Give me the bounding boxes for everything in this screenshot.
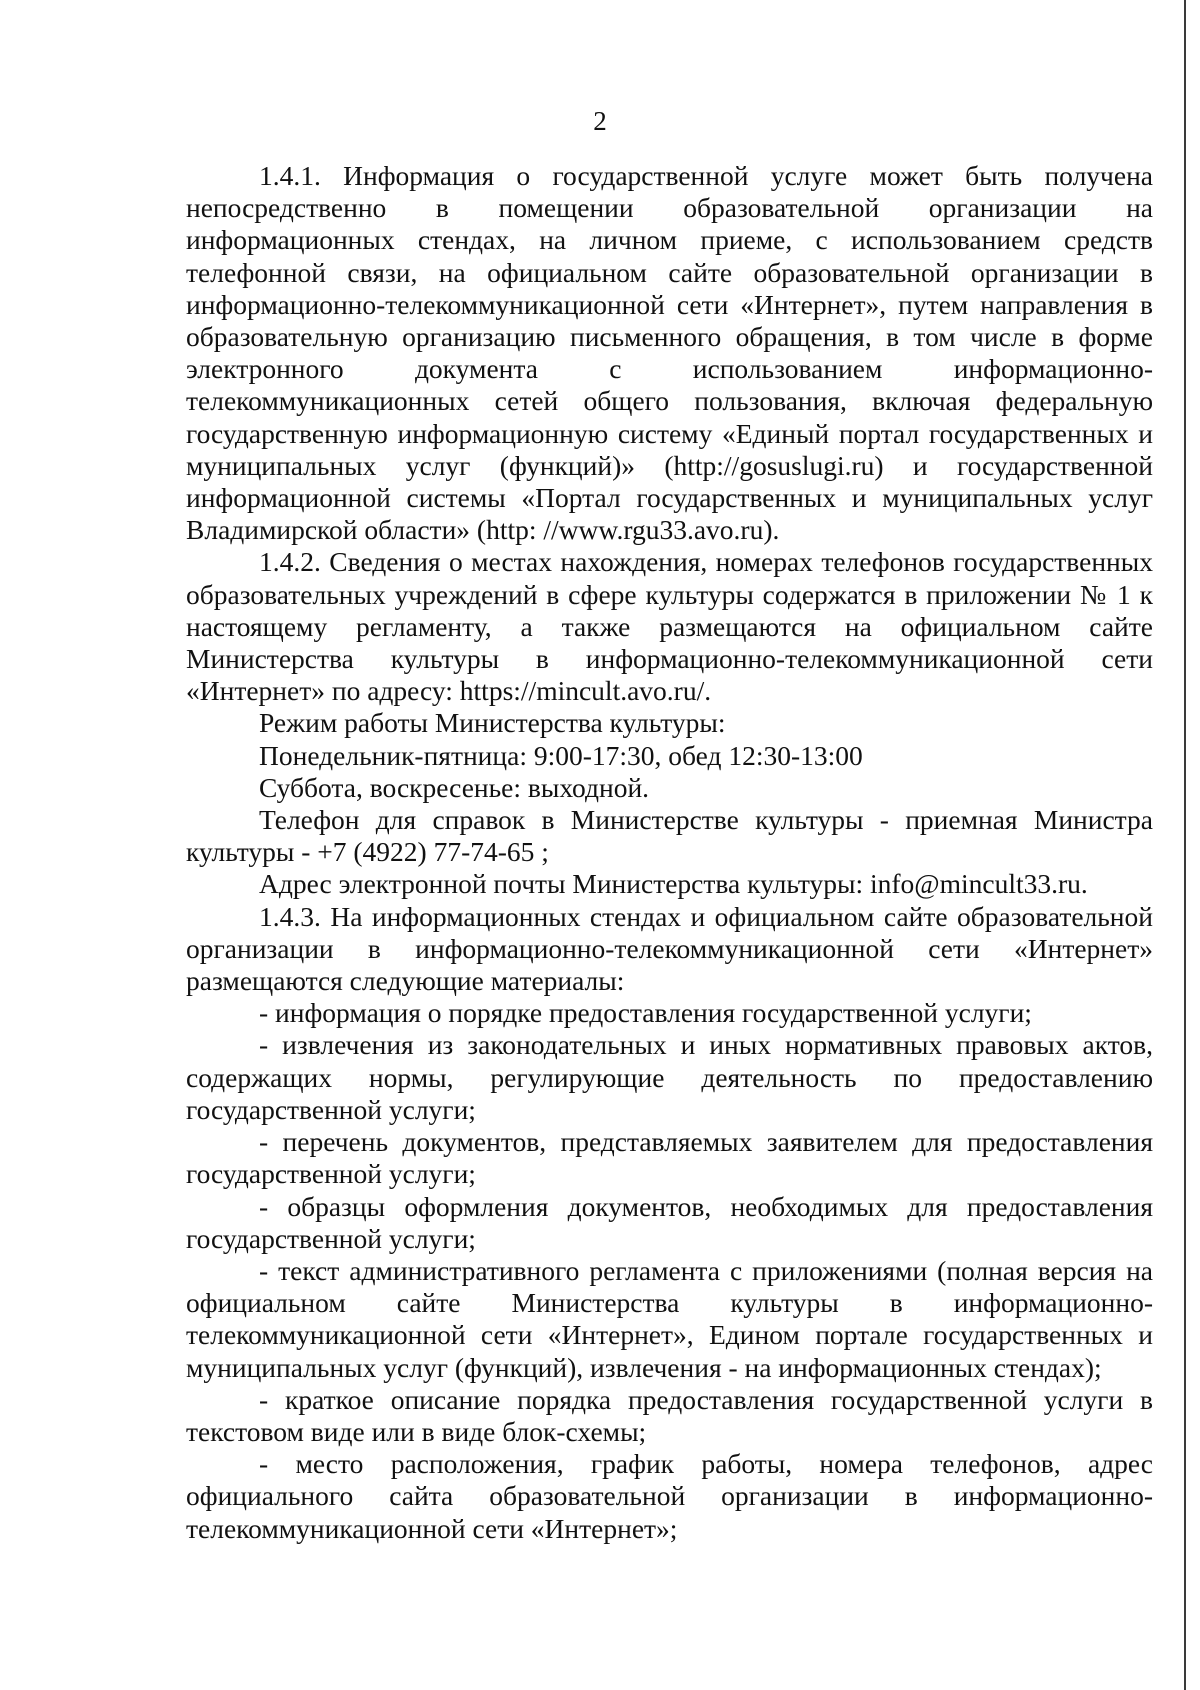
weekday-hours: Понедельник-пятница: 9:00-17:30, обед 12:30-13:00 [259,739,863,771]
list-item: - текст административного регламента с приложениями (полная версия на официальном сайте Министерства культуры в информационно-телекоммуникационной сети «Интернет», Едином портале государственных и муниципальных услуг (функций), извлечения - на информационных стендах); [186,1254,1153,1383]
list-item: - место расположения, график работы, номера телефонов, адрес официального сайта образовательной организации в информационно-телекоммуникационной сети «Интернет»; [186,1448,1153,1544]
email-address: Адрес электронной почты Министерства культуры: info@mincult33.ru. [259,868,1088,900]
reference-phone: Телефон для справок в Министерстве культуры - приемная Министра культуры - +7 (4922) 77-74-65 ; [186,804,1153,868]
list-item: - краткое описание порядка предоставления государственной услуги в текстовом виде или в виде блок-схемы; [186,1383,1153,1447]
paragraph-1-4-3: 1.4.3. На информационных стендах и официальном сайте образовательной организации в информационно-телекоммуникационной сети «Интернет» размещаются следующие материалы: [186,900,1153,997]
work-schedule-heading: Режим работы Министерства культуры: [259,707,726,739]
list-item: - информация о порядке предоставления государственной услуги; [259,997,1032,1029]
paragraph-1-4-1: 1.4.1. Информация о государственной услуге может быть получена непосредственно в помещении образовательной организации на информационных стендах, на личном приеме, с использованием средств телефонной связи, на официальном сайте образовательной организации в информационно-телекоммуникационной сети «Интернет», путем направления в образовательную организацию письменного обращения, в том числе в форме электронного документа с использованием информационно-телекоммуникационных сетей общего пользования, включая федеральную государственную информационную систему «Единый портал государственных и муниципальных услуг (функций)» (http://gosuslugi.ru) и государственной информационной системы «Портал государственных и муниципальных услуг Владимирской области» (http: //www.rgu33.avo.ru). [186,160,1153,546]
weekend-hours: Суббота, воскресенье: выходной. [259,771,650,803]
paragraph-1-4-2: 1.4.2. Сведения о местах нахождения, номерах телефонов государственных образовательных учреждений в сфере культуры содержатся в приложении № 1 к настоящему регламенту, а также размещаются на официальном сайте Министерства культуры в информационно-телекоммуникационной сети «Интернет» по адресу: https://mincult.avo.ru/. [186,546,1153,707]
document-body [186,160,1153,1545]
list-item: - образцы оформления документов, необходимых для предоставления государственной услуги; [186,1190,1153,1254]
list-item: - извлечения из законодательных и иных нормативных правовых актов, содержащих нормы, регулирующие деятельность по предоставлению государственной услуги; [186,1029,1153,1125]
page-number: 2 [593,106,607,136]
list-item: - перечень документов, представляемых заявителем для предоставления государственной услуги; [186,1126,1153,1190]
scan-edge-line [1184,0,1186,1690]
